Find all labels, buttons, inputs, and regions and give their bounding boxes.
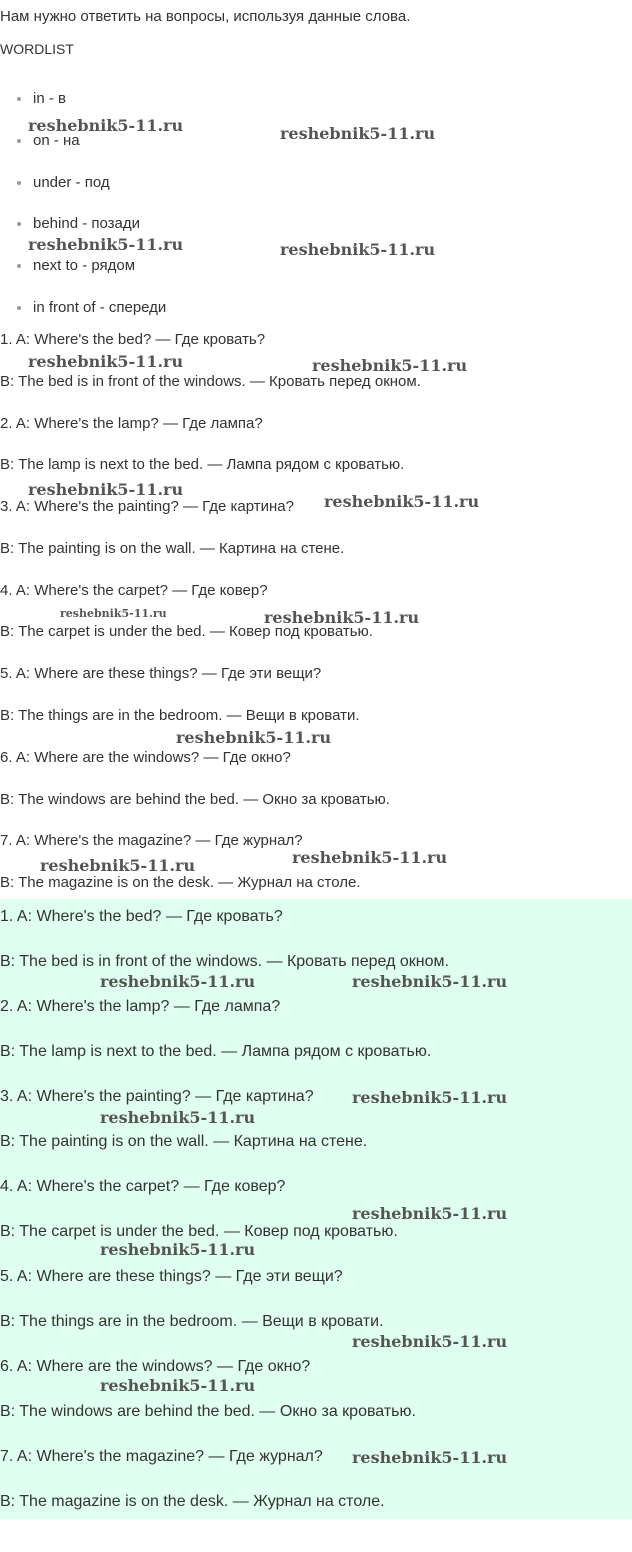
- bullet-icon: [17, 139, 21, 143]
- answer-line: B: The bed is in front of the windows. — Кровать перед окном.: [0, 373, 421, 390]
- answer-line: B: The lamp is next to the bed. — Лампа рядом с кроватью.: [0, 1043, 432, 1060]
- watermark: reshebnik5-11.ru: [28, 352, 184, 371]
- watermark: reshebnik5-11.ru: [264, 608, 420, 627]
- question-line: 5. A: Where are these things? — Где эти вещи?: [0, 1268, 343, 1285]
- answer-line: B: The things are in the bedroom. — Вещи в кровати.: [0, 707, 360, 724]
- question-line: 6. A: Where are the windows? — Где окно?: [0, 1358, 311, 1375]
- watermark: reshebnik5-11.ru: [352, 1088, 508, 1107]
- answer-box: [0, 899, 632, 1519]
- question-line: 4. A: Where's the carpet? — Где ковер?: [0, 582, 268, 599]
- watermark: reshebnik5-11.ru: [280, 240, 436, 259]
- question-line: 3. A: Where's the painting? — Где картина?: [0, 498, 294, 515]
- wordlist-item: [33, 214, 140, 234]
- answer-line: B: The painting is on the wall. — Картина на стене.: [0, 1133, 368, 1150]
- answer-line: B: The things are in the bedroom. — Вещи в кровати.: [0, 1313, 384, 1330]
- question-line: 7. A: Where's the magazine? — Где журнал?: [0, 832, 303, 849]
- wordlist-item-text: next to - рядом: [33, 257, 136, 274]
- watermark: reshebnik5-11.ru: [100, 1108, 256, 1127]
- question-line: 5. A: Where are these things? — Где эти вещи?: [0, 665, 322, 682]
- wordlist-item: [33, 298, 166, 318]
- bullet-icon: [17, 306, 21, 310]
- watermark: reshebnik5-11.ru: [100, 1376, 256, 1395]
- answer-line: B: The carpet is under the bed. — Ковер под кроватью.: [0, 1223, 398, 1240]
- watermark: reshebnik5-11.ru: [352, 972, 508, 991]
- bullet-icon: [17, 222, 21, 226]
- wordlist-item-text: behind - позади: [33, 215, 141, 232]
- watermark: reshebnik5-11.ru: [176, 728, 332, 747]
- question-line: 1. A: Where's the bed? — Где кровать?: [0, 908, 283, 925]
- wordlist-item-text: under - под: [33, 174, 110, 191]
- question-line: 4. A: Where's the carpet? — Где ковер?: [0, 1178, 286, 1195]
- wordlist-item-text: in - в: [33, 90, 66, 107]
- watermark: reshebnik5-11.ru: [352, 1332, 508, 1351]
- question-line: 1. A: Where's the bed? — Где кровать?: [0, 331, 266, 348]
- bullet-icon: [17, 264, 21, 268]
- watermark: reshebnik5-11.ru: [292, 848, 448, 867]
- wordlist-item: [33, 256, 135, 276]
- wordlist-item-text: on - на: [33, 132, 80, 149]
- answer-line: B: The bed is in front of the windows. — Кровать перед окном.: [0, 953, 449, 970]
- question-line: 6. A: Where are the windows? — Где окно?: [0, 749, 291, 766]
- watermark: reshebnik5-11.ru: [60, 607, 167, 620]
- watermark: reshebnik5-11.ru: [324, 492, 480, 511]
- question-line: 7. A: Where's the magazine? — Где журнал?: [0, 1448, 323, 1465]
- answer-line: B: The painting is on the wall. — Картина на стене.: [0, 540, 345, 557]
- watermark: reshebnik5-11.ru: [28, 480, 184, 499]
- watermark: reshebnik5-11.ru: [28, 235, 184, 254]
- watermark: reshebnik5-11.ru: [352, 1448, 508, 1467]
- watermark: reshebnik5-11.ru: [28, 116, 184, 135]
- bullet-icon: [17, 97, 21, 101]
- answer-line: B: The windows are behind the bed. — Окно за кроватью.: [0, 791, 390, 808]
- bullet-icon: [17, 181, 21, 185]
- answer-line: B: The magazine is on the desk. — Журнал на столе.: [0, 1493, 385, 1510]
- wordlist-item: [33, 89, 66, 109]
- intro-text: Нам нужно ответить на вопросы, используя данные слова.: [0, 8, 411, 25]
- answer-line: B: The carpet is under the bed. — Ковер под кроватью.: [0, 623, 373, 640]
- question-line: 2. A: Where's the lamp? — Где лампа?: [0, 415, 263, 432]
- answer-line: B: The windows are behind the bed. — Окно за кроватью.: [0, 1403, 416, 1420]
- question-line: 2. A: Where's the lamp? — Где лампа?: [0, 998, 281, 1015]
- wordlist-item: [33, 173, 110, 193]
- answer-line: B: The magazine is on the desk. — Журнал на столе.: [0, 874, 361, 891]
- answer-line: B: The lamp is next to the bed. — Лампа рядом с кроватью.: [0, 456, 405, 473]
- watermark: reshebnik5-11.ru: [312, 356, 468, 375]
- wordlist-item-text: in front of - спереди: [33, 299, 167, 316]
- watermark: reshebnik5-11.ru: [100, 1240, 256, 1259]
- watermark: reshebnik5-11.ru: [280, 124, 436, 143]
- question-line: 3. A: Where's the painting? — Где картина?: [0, 1088, 314, 1105]
- wordlist-heading: WORDLIST: [0, 41, 74, 57]
- watermark: reshebnik5-11.ru: [100, 972, 256, 991]
- watermark: reshebnik5-11.ru: [40, 856, 196, 875]
- watermark: reshebnik5-11.ru: [352, 1204, 508, 1223]
